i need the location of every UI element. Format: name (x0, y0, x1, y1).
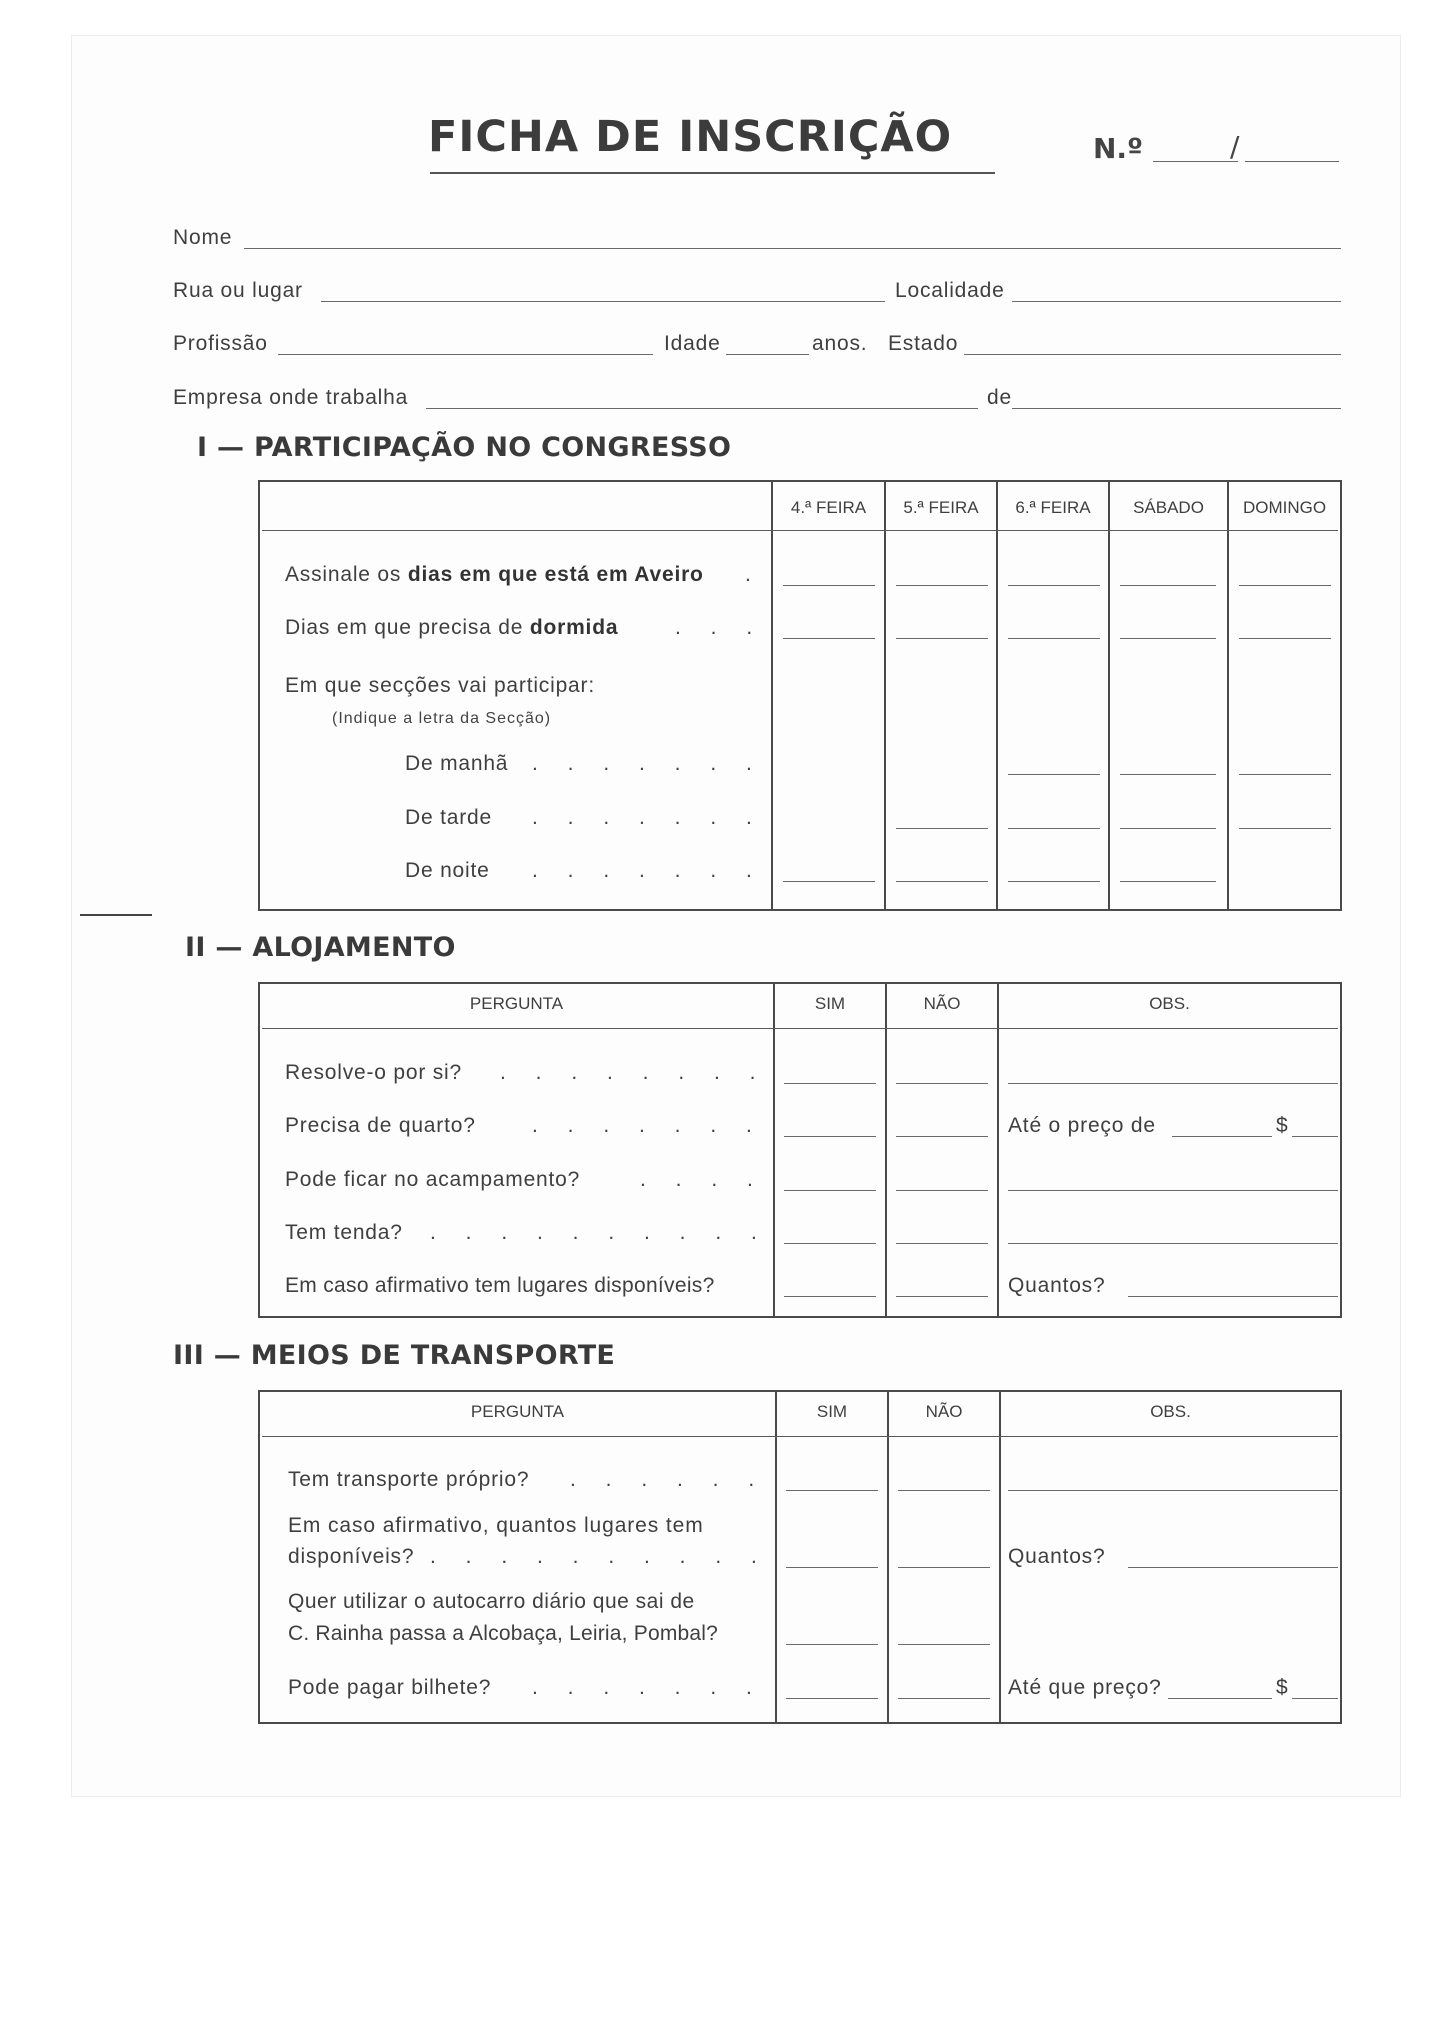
s3-top-border (258, 1390, 1342, 1392)
number-field-2[interactable] (1245, 161, 1339, 162)
s1-col-divider (996, 480, 998, 911)
s1-q-seccoes-note: (Indique a letra da Secção) (332, 710, 552, 727)
aveiro-domingo-field[interactable] (1239, 585, 1331, 586)
s3-obs-preco-field[interactable] (1168, 1698, 1272, 1699)
estado-label: Estado (888, 332, 959, 355)
day-header-quinta: 5.ª FEIRA (903, 498, 979, 517)
s3-q-transporte-dots: . . . . . . (570, 1468, 767, 1491)
profissao-field[interactable] (278, 354, 653, 355)
s2-header-obs: OBS. (1149, 994, 1190, 1013)
s2-left-border (258, 982, 260, 1318)
s3-obs-preco-label: Até que preço? (1008, 1676, 1162, 1699)
s1-col-divider (1227, 480, 1229, 911)
s3-header-pergunta: PERGUNTA (470, 1402, 565, 1421)
transporte-obs-field[interactable] (1008, 1490, 1338, 1491)
acampamento-obs-field[interactable] (1008, 1190, 1338, 1191)
s2-bottom-border (258, 1316, 1342, 1318)
s3-obs-preco-currency: $ (1276, 1676, 1289, 1699)
dormida-sexta-field[interactable] (1008, 638, 1100, 639)
s3-q-lugares-dots: . . . . . . . . . . (430, 1545, 769, 1568)
s3-q-bilhete: Pode pagar bilhete? (288, 1676, 492, 1699)
de-field[interactable] (1012, 408, 1341, 409)
lugares-t-nao-field[interactable] (898, 1567, 990, 1568)
quarto-nao-field[interactable] (896, 1136, 988, 1137)
number-separator: / (1230, 130, 1240, 163)
dormida-sabado-field[interactable] (1120, 638, 1216, 639)
lugares-nao-field[interactable] (896, 1296, 988, 1297)
s2-header-pergunta: PERGUNTA (469, 994, 564, 1013)
noite-sabado-field[interactable] (1120, 881, 1216, 882)
s1-q-aveiro-dots: . (745, 563, 752, 586)
s2-q-quarto-dots: . . . . . . . (532, 1114, 764, 1137)
s3-col-divider (999, 1390, 1001, 1724)
resolve-sim-field[interactable] (784, 1083, 876, 1084)
s1-q-seccoes: Em que secções vai participar: (285, 674, 595, 697)
s1-left-border (258, 480, 260, 911)
number-label: N.º (1093, 132, 1143, 165)
tarde-sexta-field[interactable] (1008, 828, 1100, 829)
day-header-sabado: SÁBADO (1133, 498, 1204, 517)
nome-field[interactable] (244, 248, 1341, 249)
s2-header-nao: NÃO (923, 994, 961, 1013)
profissao-label: Profissão (173, 332, 268, 355)
s3-col-divider (887, 1390, 889, 1724)
s2-q-tenda: Tem tenda? (285, 1221, 403, 1244)
anos-label: anos. (812, 332, 868, 355)
s2-q-acampamento: Pode ficar no acampamento? (285, 1168, 581, 1191)
s1-top-border (258, 480, 1342, 482)
s2-q-acampamento-dots: . . . . (640, 1168, 765, 1191)
s1-col-divider (1108, 480, 1110, 911)
rua-field[interactable] (321, 301, 885, 302)
tarde-sabado-field[interactable] (1120, 828, 1216, 829)
acampamento-nao-field[interactable] (896, 1190, 988, 1191)
s2-top-border (258, 982, 1342, 984)
aveiro-quarta-field[interactable] (783, 585, 875, 586)
s3-q-transporte: Tem transporte próprio? (288, 1468, 530, 1491)
s2-header-rule (262, 1028, 1338, 1029)
aveiro-sabado-field[interactable] (1120, 585, 1216, 586)
s2-col-divider (997, 982, 999, 1318)
day-header-sexta: 6.ª FEIRA (1015, 498, 1091, 517)
s3-header-rule (262, 1436, 1338, 1437)
s3-q-autocarro-l1: Quer utilizar o autocarro diário que sai de (288, 1590, 695, 1613)
s3-header-sim: SIM (816, 1402, 848, 1421)
noite-quinta-field[interactable] (896, 881, 988, 882)
s2-q-quarto: Precisa de quarto? (285, 1114, 476, 1137)
section2-title: II — ALOJAMENTO (185, 932, 456, 963)
empresa-label: Empresa onde trabalha (173, 386, 409, 409)
s3-obs-quantos-field[interactable] (1128, 1567, 1338, 1568)
dormida-quarta-field[interactable] (783, 638, 875, 639)
bilhete-nao-field[interactable] (898, 1698, 990, 1699)
rua-label: Rua ou lugar (173, 279, 303, 302)
s3-q-bilhete-dots: . . . . . . . (532, 1676, 764, 1699)
s3-q-lugares-l1: Em caso afirmativo, quantos lugares tem (288, 1514, 704, 1537)
s2-obs-preco-label: Até o preço de (1008, 1114, 1156, 1137)
s2-col-divider (773, 982, 775, 1318)
tarde-quinta-field[interactable] (896, 828, 988, 829)
s3-col-divider (775, 1390, 777, 1724)
s1-header-rule (262, 530, 1338, 531)
noite-sexta-field[interactable] (1008, 881, 1100, 882)
s1-q-dormida: Dias em que precisa de dormida (285, 616, 619, 639)
bilhete-sim-field[interactable] (786, 1698, 878, 1699)
s1-q-dormida-dots: . . . (675, 616, 765, 639)
s3-right-border (1340, 1390, 1342, 1724)
manha-sabado-field[interactable] (1120, 774, 1216, 775)
localidade-label: Localidade (895, 279, 1005, 302)
de-label: de (987, 386, 1012, 409)
s2-header-sim: SIM (814, 994, 846, 1013)
margin-tick (80, 914, 152, 916)
idade-label: Idade (664, 332, 721, 355)
s2-obs-preco-centavos-field[interactable] (1292, 1136, 1338, 1137)
tarde-domingo-field[interactable] (1239, 828, 1331, 829)
s1-col-divider (884, 480, 886, 911)
section1-title: I — PARTICIPAÇÃO NO CONGRESSO (197, 432, 732, 463)
s2-q-lugares: Em caso afirmativo tem lugares disponíveis? (285, 1274, 715, 1297)
localidade-field[interactable] (1012, 301, 1341, 302)
idade-field[interactable] (726, 354, 809, 355)
s3-header-nao: NÃO (925, 1402, 963, 1421)
empresa-field[interactable] (426, 408, 978, 409)
s1-right-border (1340, 480, 1342, 911)
quarto-sim-field[interactable] (784, 1136, 876, 1137)
s1-noite-label: De noite (405, 859, 490, 882)
section3-title: III — MEIOS DE TRANSPORTE (173, 1340, 616, 1371)
aveiro-quinta-field[interactable] (896, 585, 988, 586)
s2-q-resolve: Resolve-o por si? (285, 1061, 463, 1084)
resolve-nao-field[interactable] (896, 1083, 988, 1084)
aveiro-sexta-field[interactable] (1008, 585, 1100, 586)
s2-q-resolve-dots: . . . . . . . . (500, 1061, 768, 1084)
s1-col-divider (771, 480, 773, 911)
manha-sexta-field[interactable] (1008, 774, 1100, 775)
lugares-t-sim-field[interactable] (786, 1567, 878, 1568)
form-title: FICHA DE INSCRIÇÃO (428, 112, 953, 162)
transporte-sim-field[interactable] (786, 1490, 878, 1491)
s2-col-divider (885, 982, 887, 1318)
s1-manha-label: De manhã (405, 752, 509, 775)
s3-q-lugares-l2: disponíveis? (288, 1545, 415, 1568)
title-underline (430, 172, 995, 174)
tenda-sim-field[interactable] (784, 1243, 876, 1244)
manha-domingo-field[interactable] (1239, 774, 1331, 775)
s2-q-tenda-dots: . . . . . . . . . . (430, 1221, 769, 1244)
s1-manha-dots: . . . . . . . (532, 752, 764, 775)
s2-obs-quantos-label: Quantos? (1008, 1274, 1106, 1297)
s3-q-autocarro-l2: C. Rainha passa a Alcobaça, Leiria, Pombal? (288, 1622, 719, 1645)
estado-field[interactable] (964, 354, 1341, 355)
s1-q-aveiro: Assinale os dias em que está em Aveiro (285, 563, 704, 586)
dormida-domingo-field[interactable] (1239, 638, 1331, 639)
tenda-obs-field[interactable] (1008, 1243, 1338, 1244)
noite-quarta-field[interactable] (783, 881, 875, 882)
s2-obs-preco-currency: $ (1276, 1114, 1289, 1137)
s2-obs-quantos-field[interactable] (1128, 1296, 1338, 1297)
number-field-1[interactable] (1153, 161, 1238, 162)
s3-obs-quantos-label: Quantos? (1008, 1545, 1106, 1568)
resolve-obs-field[interactable] (1008, 1083, 1338, 1084)
tenda-nao-field[interactable] (896, 1243, 988, 1244)
s3-header-obs: OBS. (1150, 1402, 1191, 1421)
day-header-domingo: DOMINGO (1242, 498, 1327, 517)
acampamento-sim-field[interactable] (784, 1190, 876, 1191)
s3-bottom-border (258, 1722, 1342, 1724)
s1-noite-dots: . . . . . . . (532, 859, 764, 882)
s1-tarde-label: De tarde (405, 806, 492, 829)
transporte-nao-field[interactable] (898, 1490, 990, 1491)
s1-tarde-dots: . . . . . . . (532, 806, 764, 829)
nome-label: Nome (173, 226, 233, 249)
autocarro-sim-field[interactable] (786, 1644, 878, 1645)
dormida-quinta-field[interactable] (896, 638, 988, 639)
day-header-quarta: 4.ª FEIRA (790, 498, 867, 517)
s2-right-border (1340, 982, 1342, 1318)
s3-obs-preco-centavos-field[interactable] (1292, 1698, 1338, 1699)
autocarro-nao-field[interactable] (898, 1644, 990, 1645)
lugares-sim-field[interactable] (784, 1296, 876, 1297)
s3-left-border (258, 1390, 260, 1724)
s1-bottom-border (258, 909, 1342, 911)
s2-obs-preco-field[interactable] (1172, 1136, 1272, 1137)
